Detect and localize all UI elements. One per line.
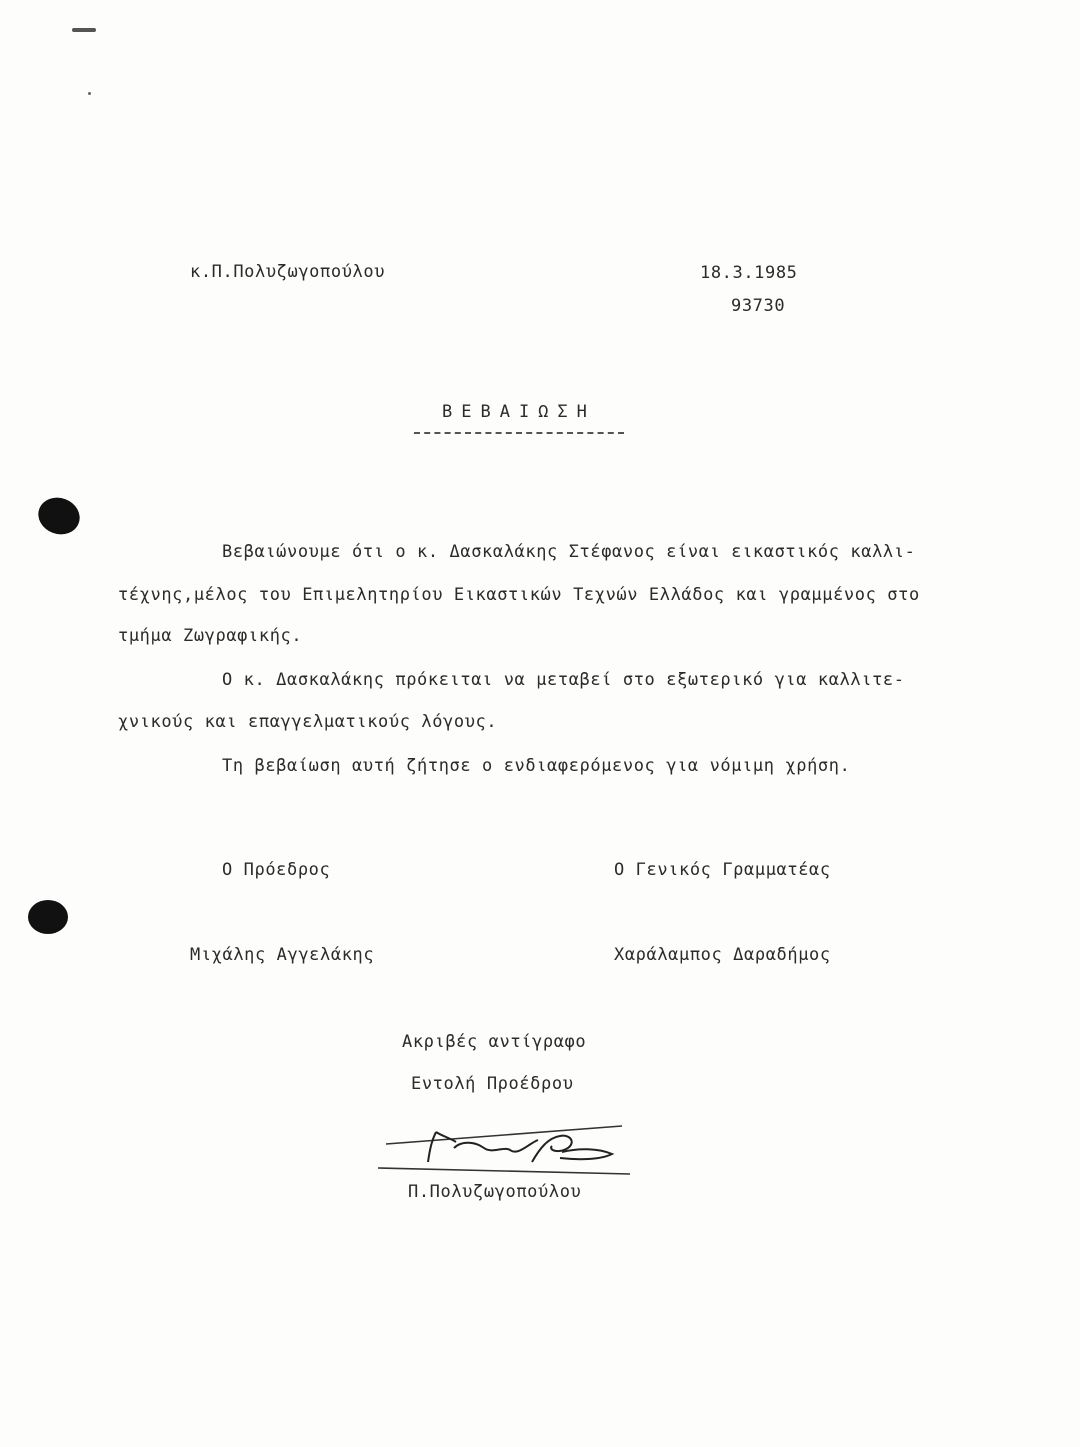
body-line: τέχνης,μέλος του Επιμελητηρίου Εικαστικών Τεχνών Ελλάδος και γραμμένος στο: [118, 585, 920, 605]
certified-copy-label: Ακριβές αντίγραφο: [402, 1032, 587, 1052]
handwritten-signature: [372, 1118, 634, 1178]
authority-label: Εντολή Προέδρου: [411, 1074, 574, 1094]
scan-speck: [72, 28, 96, 32]
addressee: κ.Π.Πολυζωγοπούλου: [190, 262, 386, 282]
hole-punch-mark: [33, 492, 85, 540]
body-line: χνικούς και επαγγελματικούς λόγους.: [118, 712, 498, 732]
body-line: Βεβαιώνουμε ότι ο κ. Δασκαλάκης Στέφανος είναι εικαστικός καλλι-: [222, 542, 916, 562]
president-title: Ο Πρόεδρος: [222, 860, 331, 880]
certifier-name: Π.Πολυζωγοπούλου: [408, 1182, 582, 1202]
body-line: Ο κ. Δασκαλάκης πρόκειται να μεταβεί στο εξωτερικό για καλλιτε-: [222, 670, 905, 690]
title-underline: [414, 432, 624, 434]
body-line: Τη βεβαίωση αυτή ζήτησε ο ενδιαφερόμενος για νόμιμη χρήση.: [222, 756, 851, 776]
reference-number: 93730: [731, 296, 786, 316]
secretary-general-title: Ο Γενικός Γραμματέας: [614, 860, 831, 880]
body-line: τμήμα Ζωγραφικής.: [118, 626, 303, 646]
hole-punch-mark: [28, 900, 68, 934]
document-date: 18.3.1985: [700, 263, 798, 283]
scan-speck: [88, 92, 91, 95]
document-title: ΒΕΒΑΙΩΣΗ: [442, 402, 596, 422]
secretary-general-name: Χαράλαμπος Δαραδήμος: [614, 945, 831, 965]
president-name: Μιχάλης Αγγελάκης: [190, 945, 375, 965]
